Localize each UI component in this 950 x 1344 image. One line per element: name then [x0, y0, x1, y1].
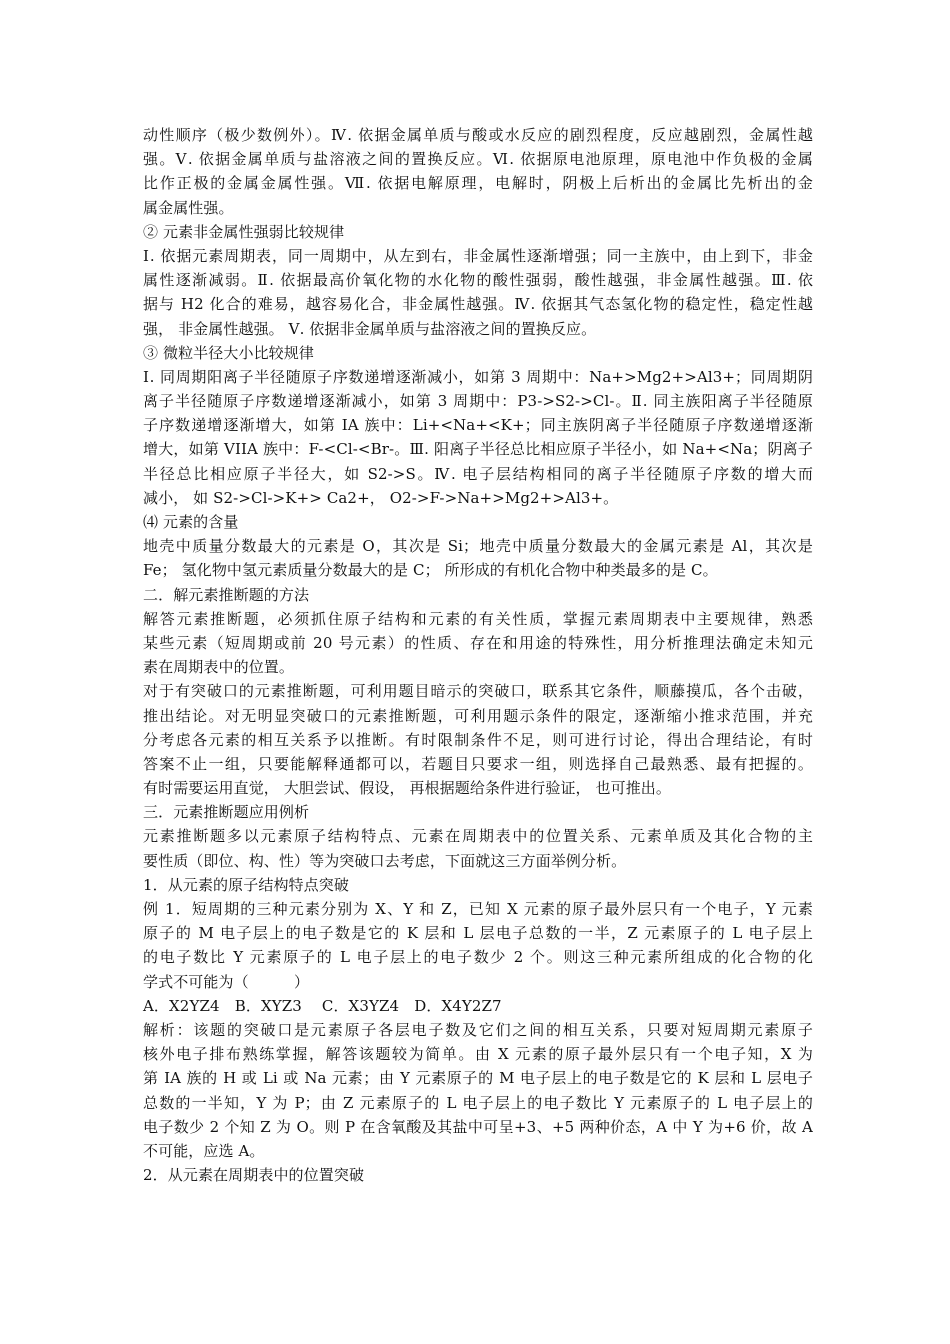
text-line: 动性顺序（极少数例外）。Ⅳ. 依据金属单质与酸或水反应的剧烈程度，反应越剧烈，金属性越: [143, 126, 813, 144]
text-line: 据与 H2 化合的难易，越容易化合，非金属性越强。Ⅳ. 依据其气态氢化物的稳定性，稳定性越: [143, 295, 813, 314]
text-line: 原子的 M 电子层上的电子数是它的 K 层和 L 层电子总数的一半，Z 元素原子的 L 电子层上: [143, 924, 813, 943]
text-line: 总数的一半知，Y 为 P；由 Z 元素原子的 L 电子层上的电子数比 Y 元素原子的 L 电子层上的: [143, 1093, 813, 1112]
text-line: 核外电子排布熟练掌握，解答该题较为简单。由 X 元素的原子最外层只有一个电子知，X 为: [143, 1045, 813, 1064]
text-line: ⑷ 元素的含量: [143, 513, 239, 531]
text-line: 不可能，应选 A。: [143, 1141, 265, 1160]
text-line: 增大，如第 VIIA 族中：F-<Cl-<Br-。Ⅲ. 阳离子半径总比相应原子半径小，如 Na+<Na；阴离子: [143, 440, 813, 459]
text-line: 减小， 如 S2->Cl->K+> Ca2+， O2->F->Na+>Mg2+>Al3+。: [143, 488, 619, 507]
text-line: 的电子数比 Y 元素原子的 L 电子层上的电子数少 2 个。则这三种元素所组成的化合物的化: [143, 948, 813, 967]
text-line: 电子数少 2 个知 Z 为 O。则 P 在含氧酸及其盐中可呈+3、+5 两种价态，A 中 Y 为+6 价，故 A: [143, 1117, 813, 1136]
text-line: 某些元素（短周期或前 20 号元素）的性质、存在和用途的特殊性，用分析推理法确定未知元: [143, 633, 813, 652]
text-line: ② 元素非金属性强弱比较规律: [143, 222, 345, 241]
text-line: 强， 非金属性越强。 Ⅴ. 依据非金属单质与盐溶液之间的置换反应。: [143, 319, 597, 338]
text-line: 要性质（即位、构、性）等为突破口去考虑，下面就这三方面举例分析。: [143, 851, 627, 870]
text-line: 第 IA 族的 H 或 Li 或 Na 元素；由 Y 元素原子的 M 电子层上的电子数是它的 K 层和 L 层电子: [143, 1069, 813, 1088]
text-line: 答案不止一组，只要能解释通都可以，若题目只要求一组，则选择自己最熟悉、最有把握的。: [143, 754, 813, 773]
text-line: 半径总比相应原子半径大，如 S2->S。Ⅳ. 电子层结构相同的离子半径随原子序数的增大而: [143, 464, 813, 483]
text-line: 三．元素推断题应用例析: [143, 803, 310, 822]
text-line: 例 1．短周期的三种元素分别为 X、Y 和 Z，已知 X 元素的原子最外层只有一个电子，Y 元素: [143, 900, 813, 918]
text-line: 属金属性强。: [143, 198, 234, 217]
text-line: Ⅰ. 同周期阳离子半径随原子序数递增逐渐减小，如第 3 周期中：Na+>Mg2+>Al3+；同周期阴: [143, 367, 813, 386]
text-line: Ⅰ. 依据元素周期表，同一周期中，从左到右，非金属性逐渐增强；同一主族中，由上到下，非金: [143, 246, 813, 265]
text-line: 推出结论。对无明显突破口的元素推断题，可利用题示条件的限定，逐渐缩小推求范围，并充: [143, 706, 813, 725]
text-line: 属性逐渐减弱。Ⅱ. 依据最高价氧化物的水化物的酸性强弱，酸性越强，非金属性越强。Ⅲ. 依: [143, 271, 813, 290]
document-body: [143, 123, 813, 1187]
text-line: 地壳中质量分数最大的元素是 O，其次是 Si；地壳中质量分数最大的金属元素是 Al，其次是: [143, 537, 813, 556]
text-line: 离子半径随原子序数递增逐渐减小，如第 3 周期中：P3->S2->Cl-。Ⅱ. 同主族阳离子半径随原: [143, 392, 813, 411]
text-line: 学式不可能为（ ）: [143, 972, 310, 991]
text-line: 素在周期表中的位置。: [143, 658, 295, 677]
text-line: 比作正极的金属金属性强。Ⅶ. 依据电解原理，电解时，阴极上后析出的金属比先析出的金: [143, 174, 813, 193]
text-line: 分考虑各元素的相互关系予以推断。有时限制条件不足，则可进行讨论，得出合理结论，有时: [143, 730, 813, 749]
text-line: 强。Ⅴ. 依据金属单质与盐溶液之间的置换反应。Ⅵ. 依据原电池原理，原电池中作负极的金属: [143, 150, 813, 169]
text-line: 对于有突破口的元素推断题，可利用题目暗示的突破口，联系其它条件，顺藤摸瓜，各个击破，: [143, 682, 813, 701]
text-line: 2．从元素在周期表中的位置突破: [143, 1166, 365, 1185]
text-line: A．X2YZ4 B．XYZ3 C．X3YZ4 D．X4Y2Z7: [143, 996, 502, 1015]
text-line: 解析：该题的突破口是元素原子各层电子数及它们之间的相互关系，只要对短周期元素原子: [143, 1020, 813, 1039]
text-line: 二．解元素推断题的方法: [143, 585, 310, 604]
text-line: 有时需要运用直觉， 大胆尝试、假设， 再根据题给条件进行验证， 也可推出。: [143, 779, 672, 798]
text-line: 1．从元素的原子结构特点突破: [143, 875, 349, 894]
text-line: 元素推断题多以元素原子结构特点、元素在周期表中的位置关系、元素单质及其化合物的主: [143, 827, 813, 846]
text-line: 解答元素推断题，必须抓住原子结构和元素的有关性质，掌握元素周期表中主要规律，熟悉: [143, 609, 813, 628]
text-line: ③ 微粒半径大小比较规律: [143, 343, 314, 362]
text-line: 子序数递增逐渐增大，如第 IA 族中：Li+<Na+<K+；同主族阴离子半径随原子序数递增逐渐: [143, 416, 813, 435]
text-line: Fe； 氢化物中氢元素质量分数最大的是 C； 所形成的有机化合物中种类最多的是 C。: [143, 561, 718, 580]
